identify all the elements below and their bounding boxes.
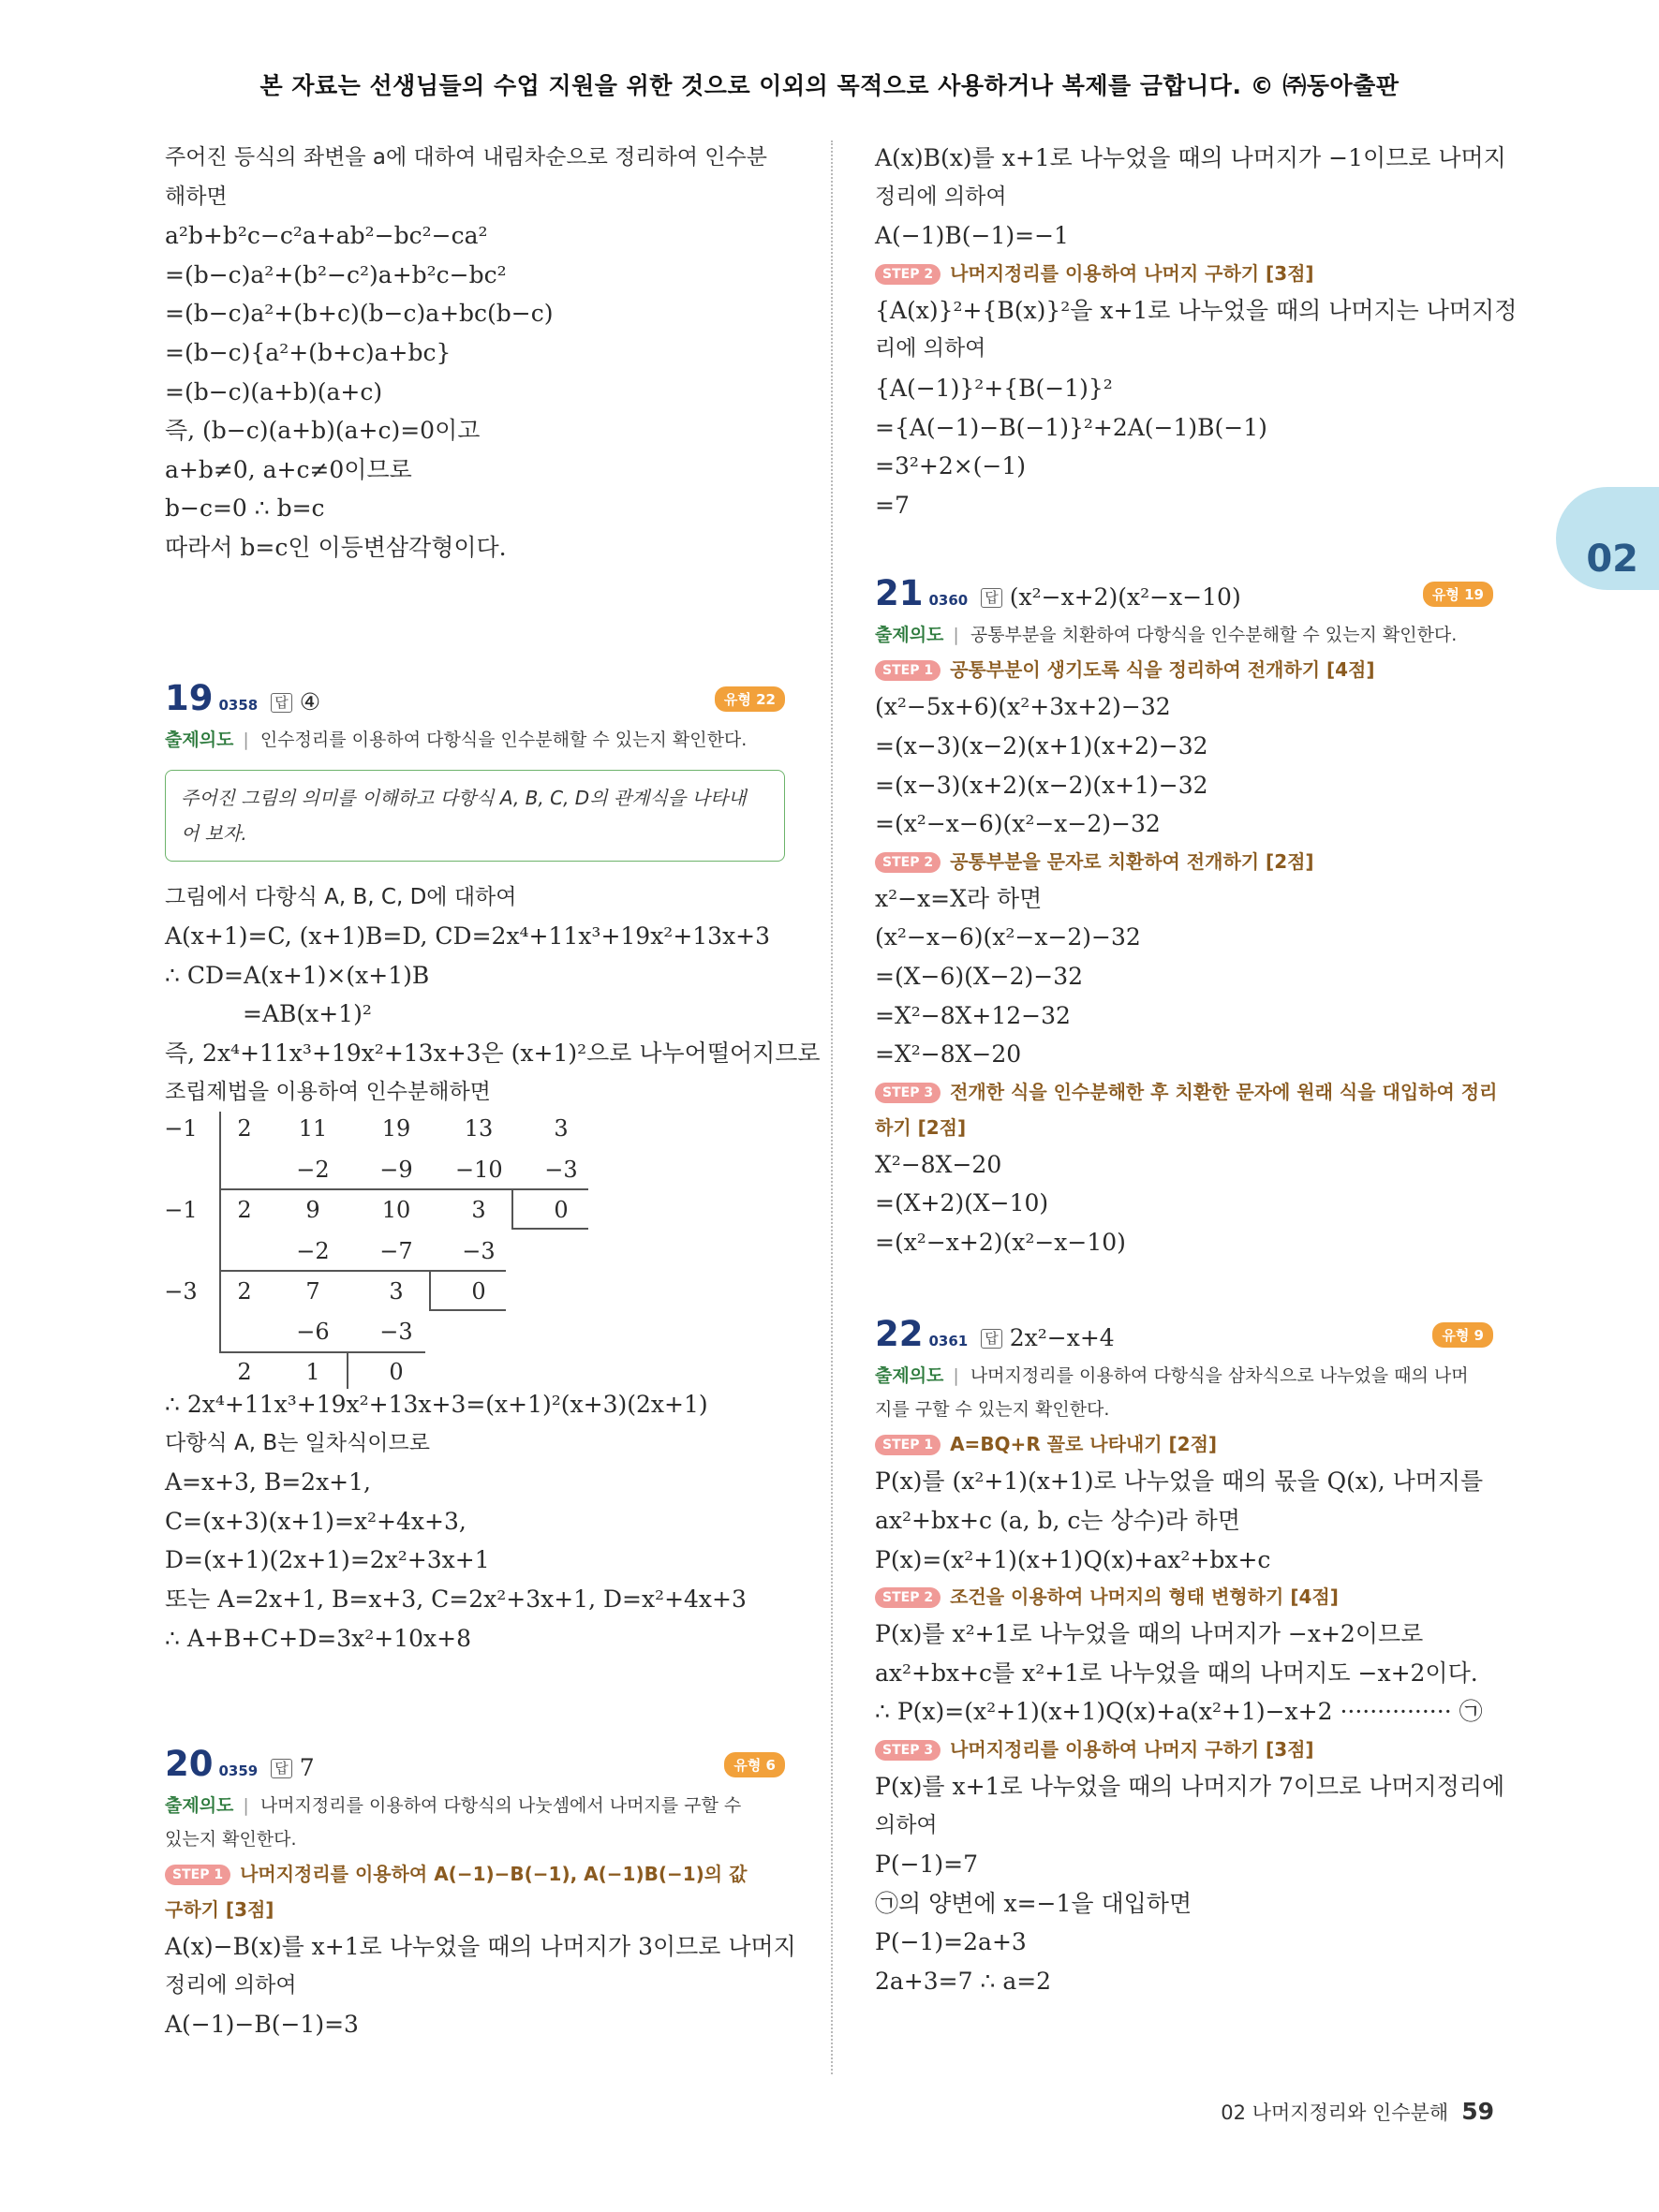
coef: 19 [381,1115,411,1143]
remainder-box [429,1272,431,1309]
intent-text: 인수정리를 이용하여 다항식을 인수분해할 수 있는지 확인한다. [259,729,748,750]
math-line: 2a+3=7 ∴ a=2 [875,1968,1052,1995]
math-line: =(x−3)(x−2)(x+1)(x+2)−32 [875,731,1208,759]
problem-number: 21 [875,573,924,614]
step-badge: STEP 1 [875,1435,941,1455]
divisor: −1 [164,1197,198,1224]
text-line: 정리에 의하여 [875,184,1007,209]
math-line: P(−1)=2a+3 [875,1928,1027,1956]
intent-label: 출제의도 [875,1365,944,1387]
math-line: x²−x=X라 하면 [875,884,1043,912]
problem-number: 20 [165,1744,214,1785]
divisor: −1 [164,1115,198,1143]
math-line: =(X−6)(X−2)−32 [875,962,1084,990]
type-badge: 유형 6 [724,1752,785,1777]
divisor: −3 [164,1278,198,1305]
math-line: ㉠의 양변에 x=−1을 대입하면 [875,1889,1192,1917]
coef: 10 [381,1197,411,1224]
coef: 11 [298,1115,328,1143]
step-text: 나머지정리를 이용하여 A(−1)−B(−1), A(−1)B(−1)의 값 [240,1863,748,1886]
division-bar [219,1112,221,1351]
math-line: a²b+b²c−c²a+ab²−bc²−ca² [165,222,488,250]
math-line: =X²−8X−20 [875,1040,1022,1069]
math-line: (x²−5x+6)(x²+3x+2)−32 [875,693,1171,721]
answer-icon: 답 [271,1759,292,1778]
math-line: b−c=0 ∴ b=c [165,494,325,523]
math-line: P(x)를 x+1로 나누었을 때의 나머지가 7이므로 나머지정리에 [875,1773,1505,1801]
hint-line: 어 보자. [181,821,247,845]
math-line: {A(x)}²+{B(x)}²을 x+1로 나누었을 때의 나머지는 나머지정 [875,296,1518,324]
text-line: 그림에서 다항식 A, B, C, D에 대하여 [165,884,517,909]
math-line: =X²−8X+12−32 [875,1001,1071,1029]
math-line: {A(−1)}²+{B(−1)}² [875,374,1113,402]
coef: 2 [237,1115,252,1143]
step-badge: STEP 1 [875,660,941,681]
remainder-box [511,1228,588,1230]
separator: | [243,1795,249,1817]
division-bar [219,1351,425,1353]
remainder-box [429,1309,506,1311]
step-text: 나머지정리를 이용하여 나머지 구하기 [3점] [950,261,1314,285]
intent [165,1789,785,1856]
problem-number: 19 [165,677,214,718]
separator: | [243,729,249,750]
problem-20-header [165,1744,785,1789]
coef: 9 [305,1197,320,1224]
math-line: =(x²−x−6)(x²−x−2)−32 [875,810,1161,838]
type-badge: 유형 22 [715,686,785,712]
text-line: 해하면 [165,184,228,209]
step-heading [875,256,1493,291]
coef: 2 [237,1359,252,1386]
math-line: D=(x+1)(2x+1)=2x²+3x+1 [165,1546,490,1574]
math-line: =3²+2×(−1) [875,452,1027,480]
remainder-box [511,1190,513,1228]
math-line: =(b−c)a²+(b+c)(b−c)a+bc(b−c) [165,300,554,328]
text-line: 주어진 등식의 좌변을 a에 대하여 내림차순으로 정리하여 인수분 [165,145,767,170]
copyright-notice: 본 자료는 선생님들의 수업 지원을 위한 것으로 이외의 목적으로 사용하거나 복제를 금합니다. © ㈜동아출판 [259,72,1400,99]
intent [875,618,1493,652]
step-text: A=BQ+R 꼴로 나타내기 [2점] [950,1433,1218,1456]
coef: −2 [296,1238,330,1265]
column-divider [831,140,833,2074]
math-line: ax²+bx+c (a, b, c는 상수)라 하면 [875,1507,1240,1535]
remainder-box [347,1353,348,1389]
intent-label: 출제의도 [875,625,944,646]
separator: | [953,1365,959,1387]
coef: 2 [237,1197,252,1224]
step-heading [875,1426,1493,1462]
step-text: 공통부분이 생기도록 식을 정리하여 전개하기 [4점] [950,658,1375,682]
step-heading [875,1732,1493,1767]
step-text: 전개한 식을 인수분해한 후 치환한 문자에 원래 식을 대입하여 정리 [950,1080,1498,1103]
math-line: P(x)=(x²+1)(x+1)Q(x)+ax²+bx+c [875,1545,1271,1573]
step-badge: STEP 2 [875,264,941,285]
separator: | [953,625,959,646]
footer-chapter: 02 나머지정리와 인수분해 [1221,2101,1449,2124]
problem-answer: (x²−x+2)(x²−x−10) [1009,583,1241,612]
step-text: 나머지정리를 이용하여 나머지 구하기 [3점] [950,1738,1314,1762]
math-line: A(x+1)=C, (x+1)B=D, CD=2x⁴+11x³+19x²+13x+3 [165,922,771,951]
division-bar [219,1188,588,1190]
coef: 0 [554,1197,569,1224]
step-badge: STEP 2 [875,1587,941,1608]
problem-code: 0361 [928,1333,969,1350]
math-line: ∴ CD=A(x+1)×(x+1)B [165,961,430,989]
page-footer [1221,2098,1494,2126]
math-line: =7 [875,491,910,519]
math-line: X²−8X−20 [875,1150,1002,1178]
coef: 3 [471,1197,486,1224]
math-line: =(b−c)(a+b)(a+c) [165,377,383,406]
step-badge: STEP 2 [875,852,941,873]
page-number: 59 [1461,2098,1494,2125]
math-line: C=(x+3)(x+1)=x²+4x+3, [165,1507,467,1535]
step-heading [875,1579,1493,1615]
intent-text: 나머지정리를 이용하여 다항식을 삼차식으로 나누었을 때의 나머 [970,1365,1469,1387]
problem-code: 0360 [928,592,969,610]
math-line: =(x²−x+2)(x²−x−10) [875,1228,1126,1256]
step-heading-cont: 하기 [2점] [875,1115,967,1139]
step-text: 조건을 이용하여 나머지의 형태 변형하기 [4점] [950,1585,1339,1609]
coef: 13 [464,1115,494,1143]
math-line: ∴ 2x⁴+11x³+19x²+13x+3=(x+1)²(x+3)(2x+1) [165,1391,708,1419]
intent-text: 지를 구할 수 있는지 확인한다. [875,1399,1110,1421]
math-line: 따라서 b=c인 이등변삼각형이다. [165,533,507,561]
intent-text: 공통부분을 치환하여 다항식을 인수분해할 수 있는지 확인한다. [970,625,1458,646]
math-line: =(X+2)(X−10) [875,1189,1049,1217]
hint-line: 주어진 그림의 의미를 이해하고 다항식 A, B, C, D의 관계식을 나타내 [181,786,747,809]
type-badge: 유형 19 [1423,582,1493,607]
intent-text: 있는지 확인한다. [165,1829,297,1851]
right-column [875,139,1518,2001]
text-line: 의하여 [875,1812,938,1837]
type-badge: 유형 9 [1432,1322,1493,1348]
step-badge: STEP 1 [165,1865,230,1885]
problem-number: 22 [875,1314,924,1355]
step-text: 공통부분을 문자로 치환하여 전개하기 [2점] [950,849,1314,873]
coef: 3 [389,1278,404,1305]
math-line: ={A(−1)−B(−1)}²+2A(−1)B(−1) [875,413,1267,441]
left-column [164,139,821,2044]
math-line: P(x)를 x²+1로 나누었을 때의 나머지가 −x+2이므로 [875,1620,1424,1648]
problem-answer: 7 [299,1754,315,1782]
division-bar [219,1270,506,1272]
answer-icon: 답 [981,1329,1002,1349]
text-line: 리에 의하여 [875,336,986,361]
coef: −9 [379,1157,413,1184]
coef: 2 [237,1278,252,1305]
hint-box [165,770,785,862]
text-line: 다항식 A, B는 일차식이므로 [165,1430,430,1455]
coef: −3 [544,1157,578,1184]
math-line: =(x−3)(x+2)(x−2)(x+1)−32 [875,771,1208,799]
math-line: A=x+3, B=2x+1, [165,1468,371,1497]
coef: −7 [379,1238,413,1265]
math-line: A(x)−B(x)를 x+1로 나누었을 때의 나머지가 3이므로 나머지 [165,1933,796,1961]
math-line: ax²+bx+c를 x²+1로 나누었을 때의 나머지도 −x+2이다. [875,1659,1478,1687]
problem-answer: ④ [299,687,321,715]
step-heading [875,652,1493,687]
math-line: A(−1)B(−1)=−1 [875,222,1069,250]
intent [165,723,785,757]
text-line: 조립제법을 이용하여 인수분해하면 [165,1079,491,1104]
step-heading [875,844,1493,879]
coef: −6 [296,1319,330,1346]
coef: 1 [305,1359,320,1386]
math-line: (x²−x−6)(x²−x−2)−32 [875,923,1141,951]
problem-answer: 2x²−x+4 [1009,1324,1115,1352]
coef: −2 [296,1157,330,1184]
problem-code: 0359 [218,1762,259,1780]
answer-icon: 답 [271,693,292,713]
math-line: P(−1)=7 [875,1851,979,1879]
problem-21-header [875,573,1493,618]
coef: −3 [379,1319,413,1346]
math-line: =AB(x+1)² [243,1000,372,1028]
math-line: A(x)B(x)를 x+1로 나누었을 때의 나머지가 −1이므로 나머지 [875,144,1506,171]
step-heading-cont: 구하기 [3점] [165,1898,274,1922]
coef: 3 [554,1115,569,1143]
answer-icon: 답 [981,588,1002,608]
synthetic-division [165,1112,605,1385]
math-line: A(−1)−B(−1)=3 [165,2011,359,2039]
coef: −3 [462,1238,496,1265]
step-heading [875,1074,1498,1110]
math-line: ∴ A+B+C+D=3x²+10x+8 [165,1624,471,1652]
problem-code: 0358 [218,696,259,714]
math-line: 또는 A=2x+1, B=x+3, C=2x²+3x+1, D=x²+4x+3 [165,1585,747,1614]
math-line: 즉, (b−c)(a+b)(a+c)=0이고 [165,417,481,445]
math-line: =(b−c)a²+(b²−c²)a+b²c−bc² [165,260,507,288]
intent-label: 출제의도 [165,729,234,750]
coef: −10 [455,1157,503,1184]
math-line: P(x)를 (x²+1)(x+1)로 나누었을 때의 몫을 Q(x), 나머지를 [875,1467,1484,1496]
step-badge: STEP 3 [875,1083,941,1103]
coef: 0 [471,1278,486,1305]
math-line: ∴ P(x)=(x²+1)(x+1)Q(x)+a(x²+1)−x+2 ··············· ㉠ [875,1698,1483,1726]
problem-19-header [165,678,785,723]
problem-22-header [875,1314,1493,1359]
chapter-tab-number: 02 [1586,538,1638,581]
intent-label: 출제의도 [165,1795,234,1817]
text-line: 정리에 의하여 [165,1972,297,1998]
step-badge: STEP 3 [875,1740,941,1761]
intent [875,1359,1493,1426]
math-line: a+b≠0, a+c≠0이므로 [165,455,412,483]
intent-text: 나머지정리를 이용하여 다항식의 나눗셈에서 나머지를 구할 수 [259,1795,742,1817]
coef: 7 [305,1278,320,1305]
step-heading [165,1856,785,1892]
math-line: =(b−c){a²+(b+c)a+bc} [165,338,452,366]
coef: 0 [389,1359,404,1386]
math-line: 즉, 2x⁴+11x³+19x²+13x+3은 (x+1)²으로 나누어떨어지므로 [165,1039,821,1067]
